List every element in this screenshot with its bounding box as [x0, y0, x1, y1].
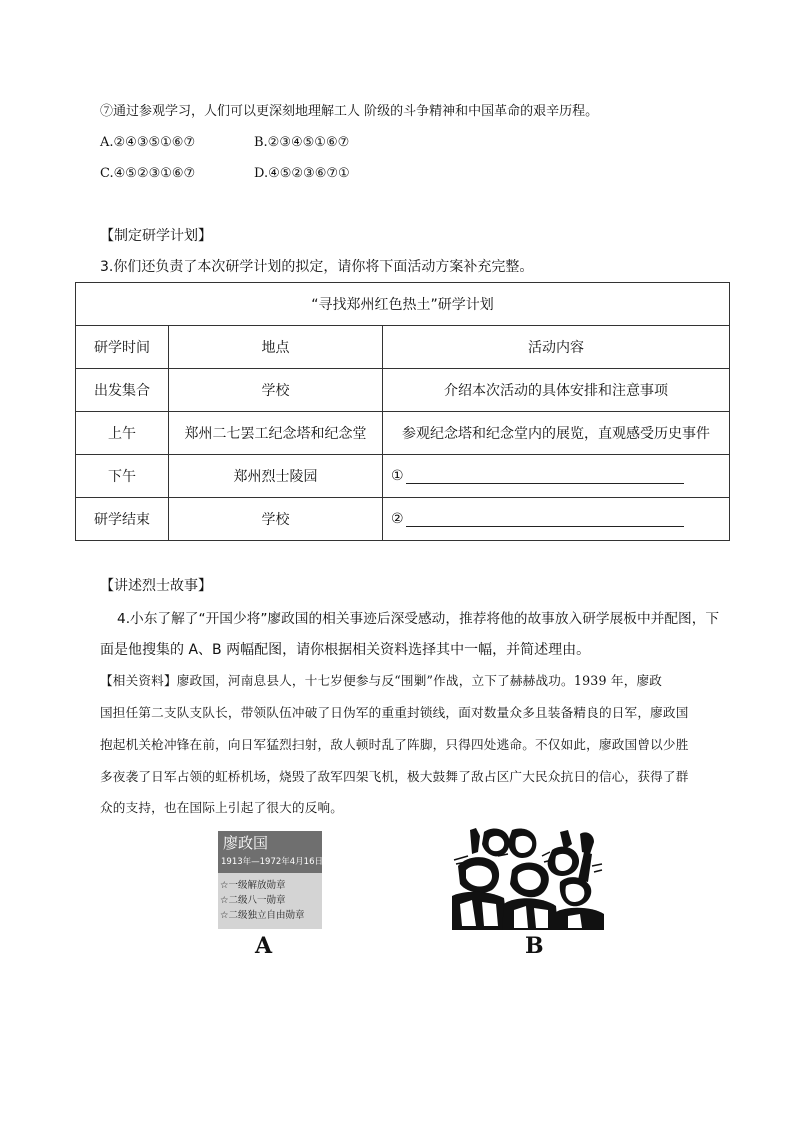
answer-blank-2[interactable]	[383, 498, 730, 541]
blank-number-1: ①	[391, 468, 404, 484]
question-4-prompt-line1: 4.小东了解了“开国少将”廖政国的相关事迹后深受感动，推荐将他的故事放入研学展板中并配图，下	[117, 611, 720, 627]
row-content: 介绍本次活动的具体安排和注意事项	[383, 369, 730, 412]
material-line-1: 【相关资料】廖政国，河南息县人，十七岁便参与反“围剿”作战，立下了赫赫战功。1939 年，廖政	[100, 673, 663, 688]
section-heading-story: 【讲述烈士故事】	[100, 578, 212, 594]
answer-blank-1[interactable]	[383, 455, 730, 498]
figure-a-memorial-card[interactable]	[218, 831, 322, 929]
figure-b-caption: B	[525, 933, 544, 959]
section-heading-plan: 【制定研学计划】	[100, 228, 212, 244]
row-time: 研学结束	[76, 498, 169, 541]
blank-number-2: ②	[391, 511, 404, 527]
table-header-row	[76, 326, 730, 369]
question-item-7: ⑦通过参观学习，人们可以更深刻地理解工人 阶级的斗争精神和中国革命的艰辛历程。	[100, 104, 599, 119]
header-time: 研学时间	[76, 326, 169, 369]
row-place: 郑州烈士陵园	[169, 455, 383, 498]
card-medal-1: ☆一级解放勋章	[220, 880, 286, 891]
card-medal-2: ☆二级八一勋章	[220, 895, 286, 906]
table-title: “寻找郑州红色热土”研学计划	[76, 283, 730, 326]
row-place: 学校	[169, 369, 383, 412]
fill-in-line-2[interactable]	[406, 512, 684, 527]
figure-a-caption: A	[255, 933, 273, 959]
option-c: C.④⑤②③①⑥⑦	[100, 166, 196, 181]
table-row	[76, 369, 730, 412]
row-time: 上午	[76, 412, 169, 455]
row-time: 出发集合	[76, 369, 169, 412]
card-medal-3: ☆二级独立自由勋章	[220, 910, 305, 921]
option-b: B.②③④⑤①⑥⑦	[254, 135, 350, 150]
figure-b-illustration[interactable]	[452, 826, 604, 930]
question-4-prompt-line2: 面是他搜集的 A、B 两幅配图，请你根据相关资料选择其中一幅，并简述理由。	[100, 642, 591, 658]
card-name: 廖政国	[223, 834, 269, 852]
table-row	[76, 455, 730, 498]
table-title-row	[76, 283, 730, 326]
header-content: 活动内容	[383, 326, 730, 369]
row-content: 参观纪念塔和纪念堂内的展览，直观感受历史事件	[383, 412, 730, 455]
header-place: 地点	[169, 326, 383, 369]
material-line-5: 众的支持，也在国际上引起了很大的反响。	[100, 800, 344, 815]
option-a: A.②④③⑤①⑥⑦	[100, 135, 196, 150]
table-row	[76, 412, 730, 455]
table-row	[76, 498, 730, 541]
row-time: 下午	[76, 455, 169, 498]
question-3-prompt: 3.你们还负责了本次研学计划的拟定，请你将下面活动方案补充完整。	[100, 259, 534, 275]
fill-in-line-1[interactable]	[406, 469, 684, 484]
card-dates: 1913年—1972年4月16日	[221, 857, 323, 867]
crowd-woodcut-icon	[452, 826, 604, 930]
option-d: D.④⑤②③⑥⑦①	[254, 166, 350, 181]
row-place: 学校	[169, 498, 383, 541]
material-line-4: 多夜袭了日军占领的虹桥机场，烧毁了敌军四架飞机，极大鼓舞了敌占区广大民众抗日的信心，获得了群	[100, 769, 689, 784]
material-line-3: 抱起机关枪冲锋在前，向日军猛烈扫射，敌人顿时乱了阵脚，只得四处逃命。不仅如此，廖政国曾以少胜	[100, 737, 689, 752]
study-plan-table	[75, 282, 730, 541]
material-line-2: 国担任第二支队支队长，带领队伍冲破了日伪军的重重封锁线，面对数量众多且装备精良的日军，廖政国	[100, 705, 689, 720]
row-place: 郑州二七罢工纪念塔和纪念堂	[169, 412, 383, 455]
